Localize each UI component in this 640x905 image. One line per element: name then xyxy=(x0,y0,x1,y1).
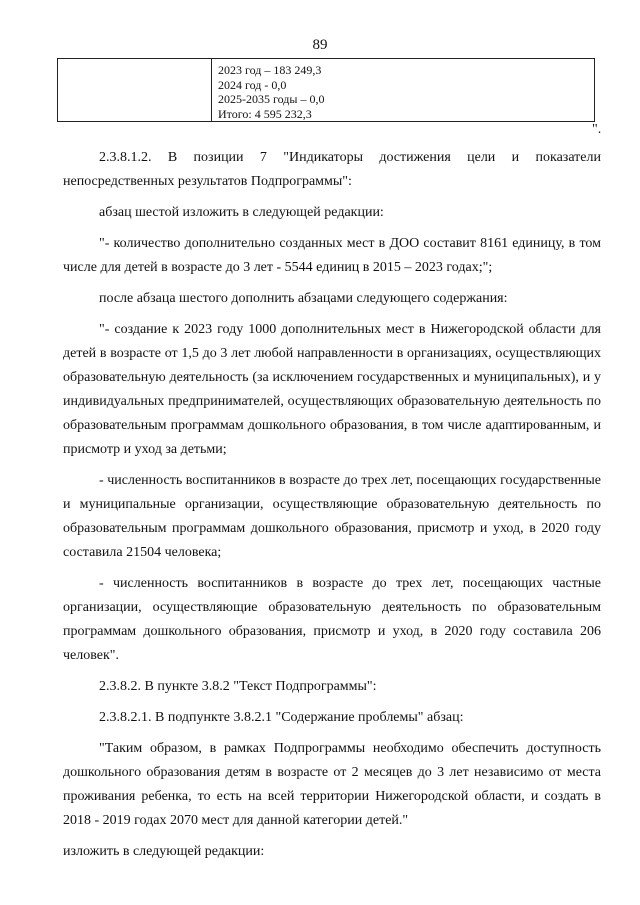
paragraph-instruction: изложить в следующей редакции: xyxy=(63,844,265,859)
table-line: 2024 год - 0,0 xyxy=(218,77,287,92)
paragraph-quoted-amendment: - численность воспитанников в возрасте до трех лет, посещающих частные организации, осуществляющие образовательную деятельность по образовательным программам дошкольного образования, присмотр и уход, в 2020 году составила 206 человек". xyxy=(63,576,601,663)
table-line: 2025-2035 годы – 0,0 xyxy=(218,92,325,106)
page-number: 89 xyxy=(312,37,328,53)
paragraph-item-2-3-8-2-1: 2.3.8.2.1. В подпункте 3.8.2.1 "Содержание проблемы" абзац: xyxy=(99,710,464,725)
paragraph-instruction: абзац шестой изложить в следующей редакции: xyxy=(99,205,384,220)
closing-quote: ". xyxy=(592,122,602,137)
table-line: Итого: 4 595 232,3 xyxy=(218,106,312,121)
paragraph-instruction: после абзаца шестого дополнить абзацами следующего содержания: xyxy=(99,291,508,306)
financing-table xyxy=(57,58,595,122)
paragraph-item-2-3-8-1-2: 2.3.8.1.2. В позиции 7 "Индикаторы достижения цели и показатели непосредственных результатов Подпрограммы": xyxy=(63,150,601,189)
paragraph-quoted-amendment: - численность воспитанников в возрасте до трех лет, посещающих государственные и муниципальные организации, осуществляющие образовательную деятельность по образовательным программам дошкольного образования, присмотр и уход, в 2020 году составила 21504 человека; xyxy=(63,473,601,560)
table-cell-amounts xyxy=(218,63,324,121)
document-body xyxy=(63,146,601,871)
table-line: 2023 год – 183 249,3 xyxy=(218,63,322,77)
paragraph-quoted-amendment: "- создание к 2023 году 1000 дополнительных мест в Нижегородской области для детей в возрасте от 1,5 до 3 лет любой направленности в организациях, осуществляющих образовательную деятельность (за исключением государственных и муниципальных), и у индивидуальных предпринимателей, осуществляющих образовательную деятельность по образовательным программам дошкольного образования, в том числе адаптированным, и присмотр и уход за детьми; xyxy=(63,322,601,457)
table-column-divider xyxy=(211,59,212,121)
paragraph-quoted-amendment: "- количество дополнительно созданных мест в ДОО составит 8161 единицу, в том числе для детей в возрасте до 3 лет - 5544 единиц в 2015 – 2023 годах;"; xyxy=(63,236,601,275)
paragraph-quoted-text: "Таким образом, в рамках Подпрограммы необходимо обеспечить доступность дошкольного образования детям в возрасте от 2 месяцев до 3 лет независимо от места проживания ребенка, то есть на всей территории Нижегородской области, и создать в 2018 - 2019 годах 2070 мест для данной категории детей." xyxy=(63,741,601,828)
paragraph-item-2-3-8-2: 2.3.8.2. В пункте 3.8.2 "Текст Подпрограммы": xyxy=(99,679,377,694)
